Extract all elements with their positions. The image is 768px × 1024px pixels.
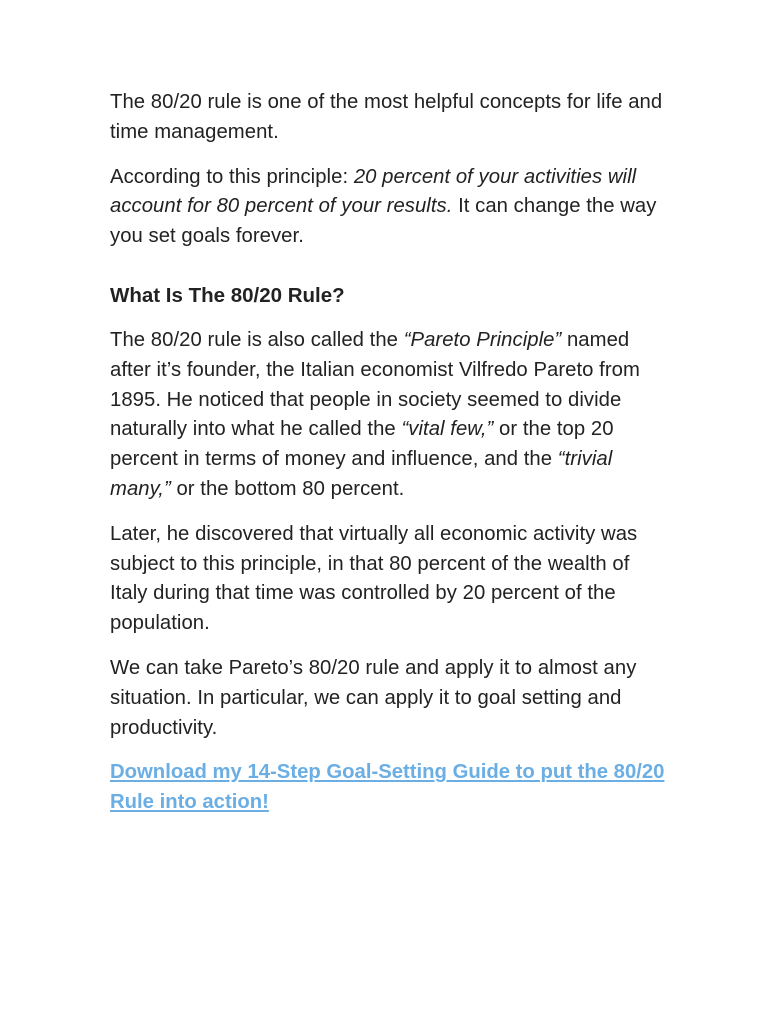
vital-few-emphasis: “vital few,” bbox=[401, 418, 494, 441]
trivial-many-emphasis: “trivial many,” bbox=[110, 448, 613, 500]
pareto-text-1: The 80/20 rule is also called the bbox=[110, 328, 404, 351]
principle-emphasis-text: 20 percent of your activities will account for 80 percent of your results. bbox=[110, 165, 637, 218]
discovery-paragraph: Later, he discovered that virtually all economic activity was subject to this principle, in that 80 percent of the wealth of Italy during that time was controlled by 20 percent of the population. bbox=[110, 522, 638, 635]
application-paragraph: We can take Pareto’s 80/20 rule and apply it to almost any situation. In particular, we can apply it to goal setting and productivity. bbox=[110, 656, 637, 739]
pareto-text-3: or the top 20 percent in terms of money and influence, and the bbox=[110, 418, 614, 471]
section-heading: What Is The 80/20 Rule? bbox=[110, 283, 345, 307]
principle-tail-text: It can change the way you set goals forever. bbox=[110, 195, 657, 248]
principle-lead-text: According to this principle: bbox=[110, 165, 354, 188]
pareto-paragraph bbox=[110, 326, 670, 505]
pareto-text-2: named after it’s founder, the Italian economist Vilfredo Pareto from 1895. He noticed that people in society seemed to divide naturally into what he called the bbox=[110, 328, 640, 441]
principle-paragraph bbox=[110, 163, 670, 252]
pareto-principle-emphasis: “Pareto Principle” bbox=[403, 328, 562, 351]
download-guide-link[interactable]: Download my 14-Step Goal-Setting Guide to put the 80/20 Rule into action! bbox=[110, 761, 665, 814]
intro-paragraph: The 80/20 rule is one of the most helpful concepts for life and time management. bbox=[110, 91, 663, 143]
pareto-text-4: or the bottom 80 percent. bbox=[170, 477, 405, 500]
article-body bbox=[110, 88, 670, 818]
